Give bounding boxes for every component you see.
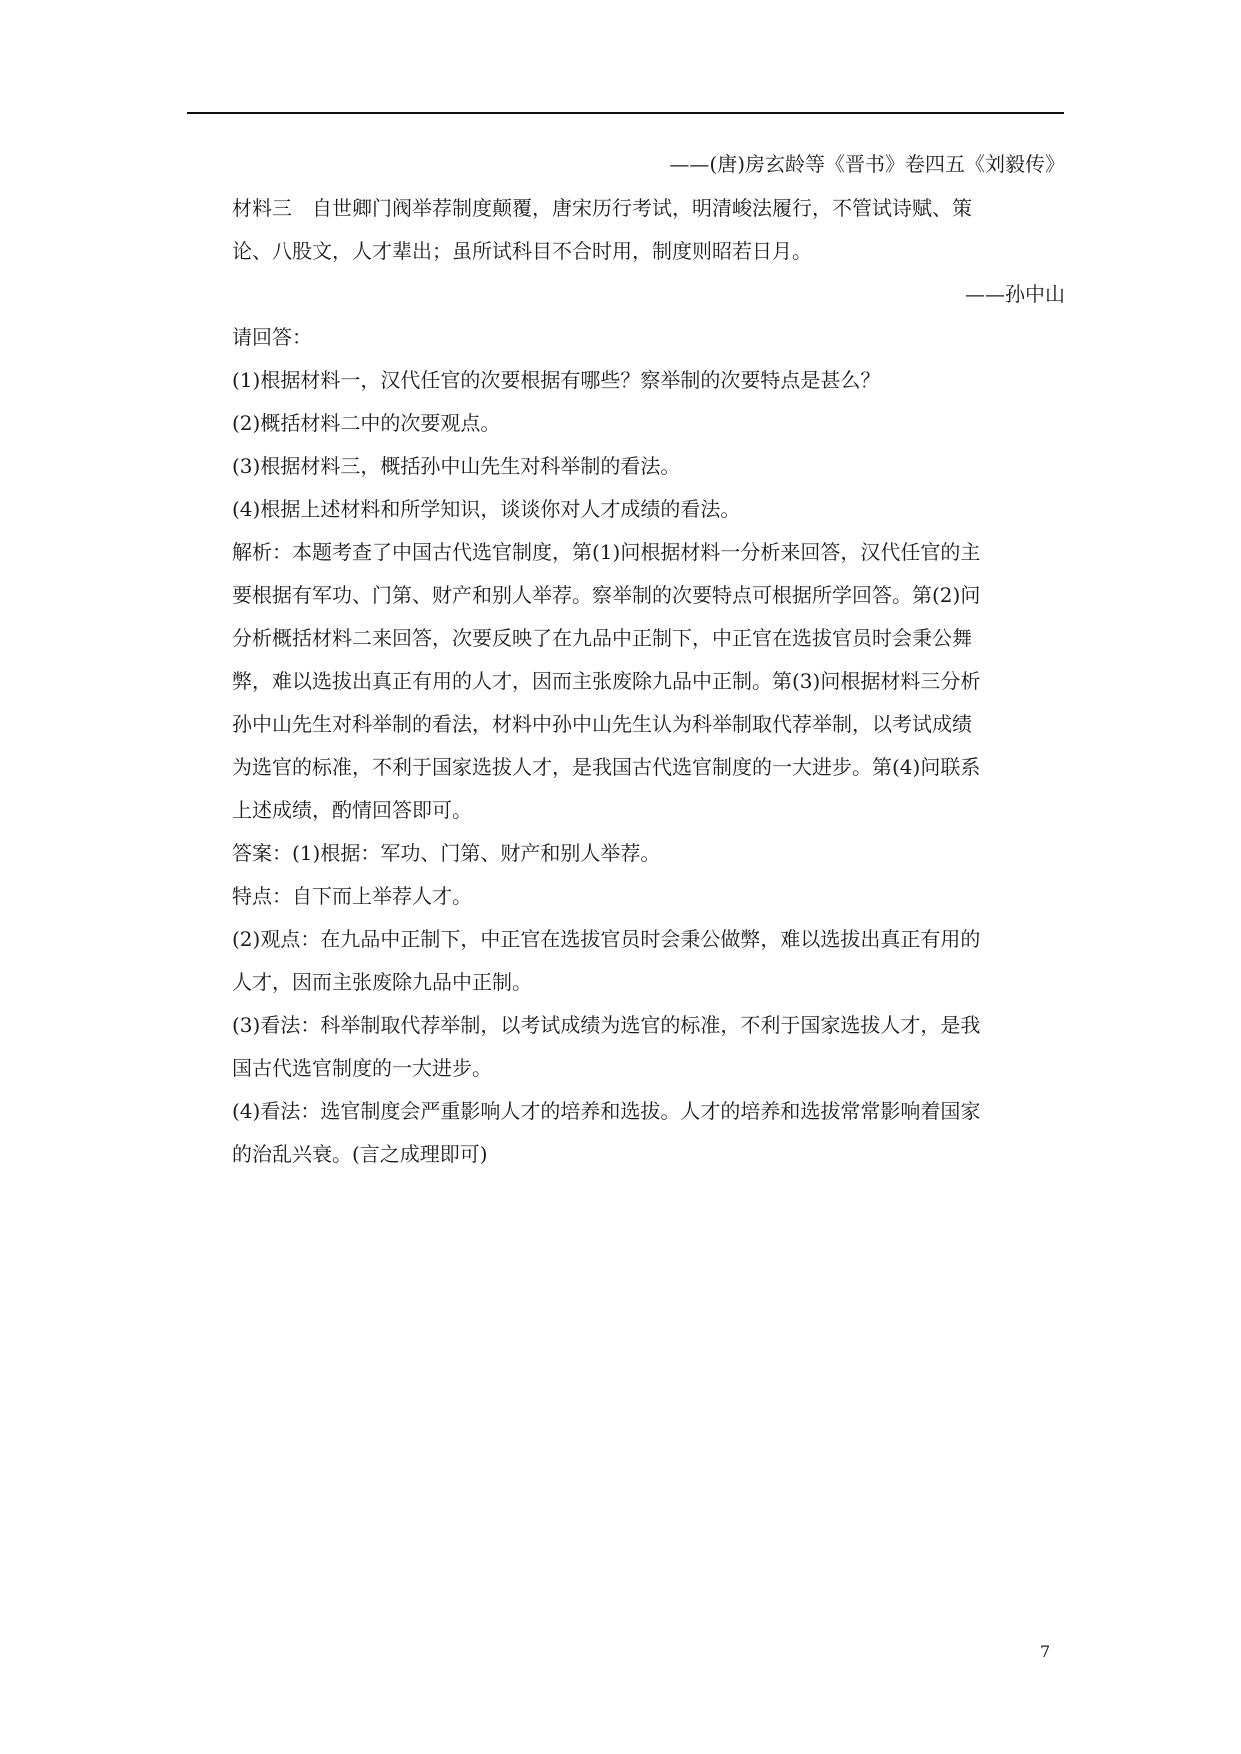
material-three-line-1: 材料三 自世卿门阀举荐制度颠覆，唐宋历行考试，明清峻法履行，不管试诗赋、策	[232, 196, 972, 220]
analysis-line: 为选官的标准，不利于国家选拔人才，是我国古代选官制度的一大进步。第(4)问联系	[232, 755, 981, 779]
question-3: (3)根据材料三，概括孙中山先生对科举制的看法。	[232, 454, 681, 478]
answer-line: 答案：(1)根据：军功、门第、财产和别人举荐。	[232, 841, 661, 865]
question-1: (1)根据材料一，汉代任官的次要根据有哪些？察举制的次要特点是甚么？	[232, 368, 881, 392]
analysis-line: 解析：本题考查了中国古代选官制度，第(1)问根据材料一分析来回答，汉代任官的主	[232, 540, 981, 564]
answer-line: 的治乱兴衰。(言之成理即可)	[232, 1142, 488, 1166]
analysis-line: 要根据有军功、门第、财产和别人举荐。察举制的次要特点可根据所学回答。第(2)问	[232, 583, 981, 607]
answer-line: (3)看法：科举制取代荐举制，以考试成绩为选官的标准，不利于国家选拔人才，是我	[232, 1013, 981, 1037]
material-three-line-2: 论、八股文，人才辈出；虽所试科目不合时用，制度则昭若日月。	[232, 239, 812, 263]
page-number: 7	[1040, 1642, 1051, 1661]
analysis-line: 分析概括材料二来回答，次要反映了在九品中正制下，中正官在选拔官员时会秉公舞	[232, 626, 972, 650]
citation-jinshu: ——(唐)房玄龄等《晋书》卷四五《刘毅传》	[669, 152, 1065, 176]
analysis-line: 弊，难以选拔出真正有用的人才，因而主张废除九品中正制。第(3)问根据材料三分析	[232, 669, 981, 693]
answer-line: 人才，因而主张废除九品中正制。	[232, 970, 532, 994]
header-rule	[187, 112, 1064, 114]
question-2: (2)概括材料二中的次要观点。	[232, 411, 501, 435]
answer-line: (4)看法：选官制度会严重影响人才的培养和选拔。人才的培养和选拔常常影响着国家	[232, 1099, 981, 1123]
answer-prompt: 请回答：	[232, 325, 312, 349]
answer-line: 国古代选官制度的一大进步。	[232, 1056, 492, 1080]
question-4: (4)根据上述材料和所学知识，谈谈你对人才成绩的看法。	[232, 497, 741, 521]
citation-sun-zhongshan: ——孙中山	[965, 282, 1065, 306]
analysis-line: 孙中山先生对科举制的看法，材料中孙中山先生认为科举制取代荐举制，以考试成绩	[232, 712, 972, 736]
answer-line: 特点：自下而上举荐人才。	[232, 884, 472, 908]
analysis-line: 上述成绩，酌情回答即可。	[232, 798, 472, 822]
answer-line: (2)观点：在九品中正制下，中正官在选拔官员时会秉公做弊，难以选拔出真正有用的	[232, 927, 981, 951]
